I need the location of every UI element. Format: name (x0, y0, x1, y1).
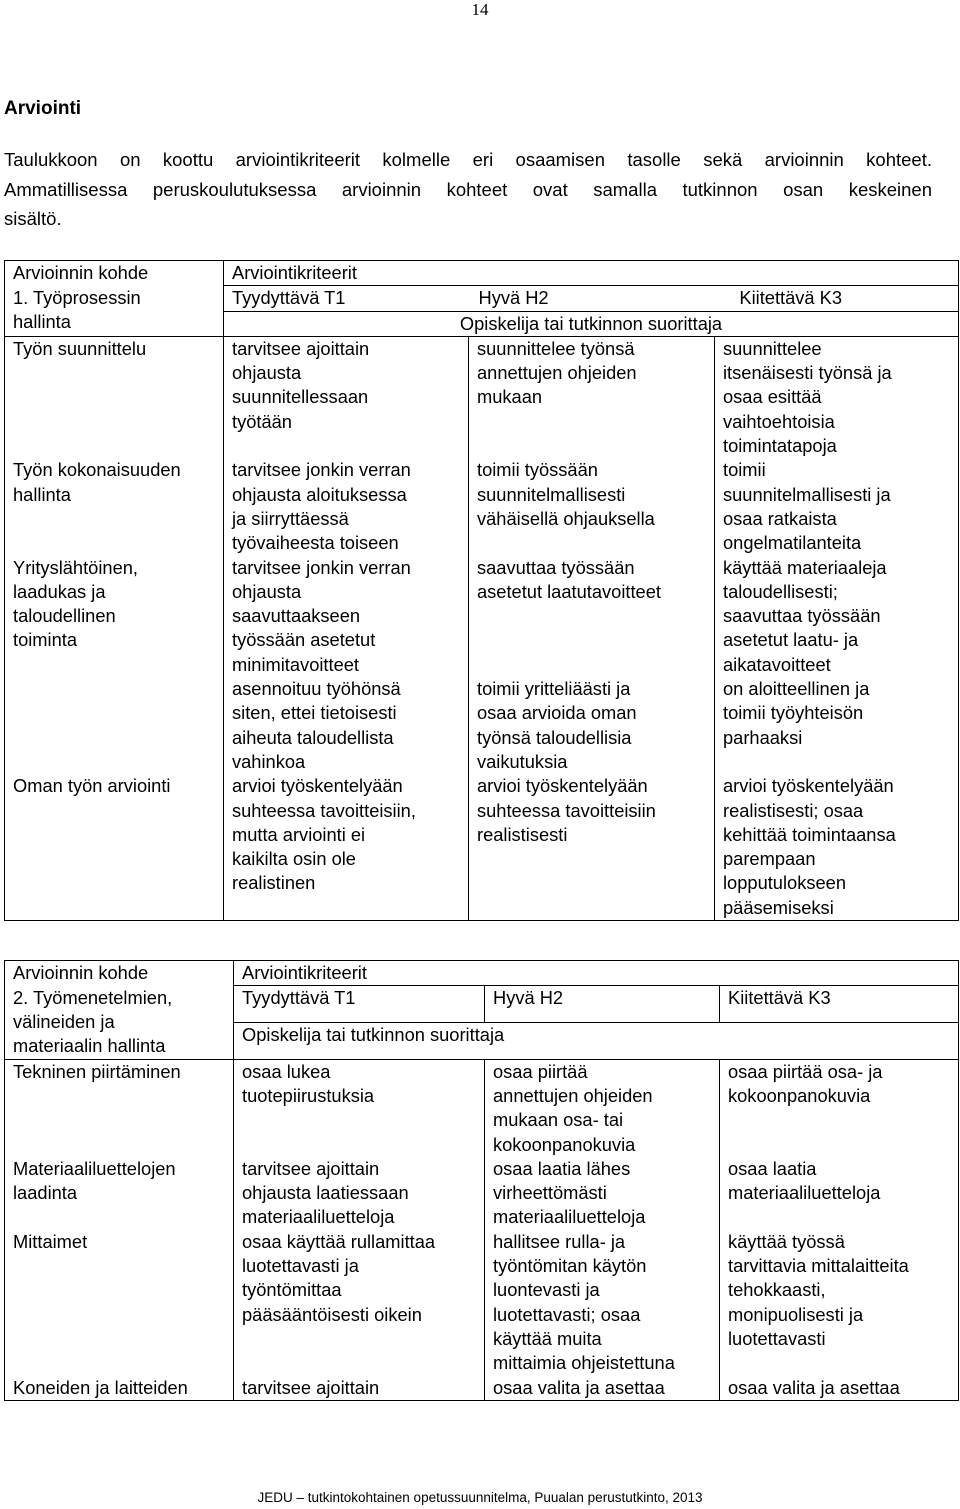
cell-line: osaa ratkaista (723, 507, 837, 529)
cell-line: toimii työssään (477, 459, 598, 481)
cell-line: mukaan (477, 386, 543, 408)
cell-line: laadinta (13, 1182, 78, 1204)
cell-line: ohjausta (232, 580, 302, 602)
cell-line: toimii (723, 459, 766, 481)
cell-t1 (234, 1230, 485, 1376)
cell-line: materiaaliluetteloja (728, 1182, 881, 1204)
cell-line: ja siirryttäessä (232, 507, 349, 529)
cell-line: suunnitelmallisesti (477, 483, 626, 505)
intro-paragraph (4, 145, 932, 234)
cell-line: aikatavoitteet (723, 653, 831, 675)
cell-line: tarvitsee ajoittain (232, 337, 370, 359)
cell-line: mittaimia ohjeistettuna (493, 1352, 675, 1374)
cell-line: vähäisellä ohjauksella (477, 507, 655, 529)
cell-h2 (469, 677, 715, 774)
page-footer: JEDU – tutkintokohtainen opetussuunnitelma, Puualan perustutkinto, 2013 (257, 1490, 703, 1505)
cell-line: ohjausta aloituksessa (232, 483, 407, 505)
cell-line: on aloitteellinen ja (723, 678, 870, 700)
cell-line: toimii työyhteisön (723, 702, 864, 724)
kriteerit-header: Arviointikriteerit (224, 261, 959, 286)
cell-line: arvioi työskentelyään (723, 775, 894, 797)
cell-line: osaa arvioida oman (477, 702, 637, 724)
cell-line: taloudellisesti; (723, 580, 838, 602)
cell-line: kokoonpanokuvia (493, 1133, 636, 1155)
cell-line: suunnitelmallisesti ja (723, 483, 891, 505)
cell-line: saavuttaa työssään (477, 556, 635, 578)
cell-line: realistisesti; osaa (723, 799, 864, 821)
cell-line: luotettavasti; osaa (493, 1303, 641, 1325)
cell-line: osaa piirtää (493, 1060, 588, 1082)
cell-kohde (5, 774, 224, 920)
cell-line: osaa laatia lähes (493, 1157, 631, 1179)
intro-line: Ammatillisessa peruskoulutuksessa arvioinnin kohteet ovat samalla tutkinnon osan keskeinen (4, 178, 932, 200)
section-title-line: materiaalin hallinta (13, 1035, 166, 1057)
table-row (5, 1157, 959, 1230)
cell-line: suunnittelee työnsä (477, 337, 635, 359)
cell-t1 (224, 336, 469, 458)
section-heading: Arviointi (4, 98, 82, 119)
section-title (5, 986, 234, 1059)
cell-line: laadukas ja (13, 580, 106, 602)
table-row (5, 458, 959, 555)
intro-line: sisältö. (4, 208, 62, 229)
levels-row (5, 986, 959, 1023)
cell-line: osaa lukea (242, 1060, 331, 1082)
cell-line: tuotepiirustuksia (242, 1084, 375, 1106)
cell-line: suunnittelee (723, 337, 822, 359)
cell-line: tarvittavia mittalaitteita (728, 1255, 909, 1277)
subheader: Opiskelija tai tutkinnon suorittaja (234, 1022, 959, 1059)
cell-line: työntömitan käytön (493, 1255, 647, 1277)
cell-line: Tekninen piirtäminen (13, 1060, 181, 1082)
cell-t1 (224, 458, 469, 555)
cell-kohde (5, 677, 224, 774)
page-number: 14 (471, 0, 489, 19)
table-header-row (5, 261, 959, 286)
cell-line: minimitavoitteet (232, 653, 359, 675)
cell-line: työssään asetetut (232, 629, 376, 651)
criteria-table-1 (4, 260, 959, 921)
cell-line: taloudellinen (13, 605, 116, 627)
kohde-header: Arvioinnin kohde (5, 261, 224, 286)
cell-line: materiaaliluetteloja (242, 1206, 395, 1228)
levels-row (5, 286, 959, 311)
cell-line: pääsääntöisesti oikein (242, 1303, 422, 1325)
cell-line: suhteessa tavoitteisiin (477, 799, 656, 821)
cell-t1 (224, 677, 469, 774)
cell-line: luotettavasti ja (242, 1255, 359, 1277)
cell-k3 (720, 1230, 959, 1376)
level-k3: Kiitettävä K3 (715, 286, 959, 311)
cell-k3 (720, 1376, 959, 1401)
cell-line: luontevasti ja (493, 1279, 600, 1301)
cell-h2 (485, 1230, 720, 1376)
cell-line: realistinen (232, 872, 316, 894)
cell-line: itsenäisesti työnsä ja (723, 362, 892, 384)
cell-line: annettujen ohjeiden (493, 1084, 653, 1106)
cell-line: vaihtoehtoisia (723, 410, 835, 432)
cell-line: tarvitsee ajoittain (242, 1157, 380, 1179)
cell-line: realistisesti (477, 823, 568, 845)
cell-line: käyttää työssä (728, 1230, 845, 1252)
table-row (5, 677, 959, 774)
cell-line: parempaan (723, 848, 816, 870)
cell-line: osaa laatia (728, 1157, 817, 1179)
cell-k3 (715, 336, 959, 458)
table-row (5, 774, 959, 920)
intro-line: Taulukkoon on koottu arviointikriteerit kolmelle eri osaamisen tasolle sekä arvioinnin kohteet. (4, 149, 932, 170)
cell-kohde (5, 336, 224, 458)
cell-line: monipuolisesti ja (728, 1303, 864, 1325)
cell-line: työvaiheesta toiseen (232, 532, 399, 554)
cell-kohde (5, 556, 224, 677)
criteria-table-2 (4, 960, 959, 1401)
cell-line: mutta arviointi ei (232, 823, 366, 845)
level-t1: Tyydyttävä T1 (224, 286, 469, 311)
cell-line: kehittää toimintaansa (723, 823, 896, 845)
cell-k3 (715, 556, 959, 677)
cell-line: ohjausta (232, 362, 302, 384)
cell-line: Työn kokonaisuuden (13, 459, 181, 481)
cell-t1 (224, 556, 469, 677)
cell-h2 (485, 1376, 720, 1401)
cell-kohde (5, 1059, 234, 1157)
cell-line: saavuttaakseen (232, 605, 361, 627)
cell-h2 (469, 458, 715, 555)
cell-line: osaa käyttää rullamittaa (242, 1230, 436, 1252)
cell-line: aiheuta taloudellista (232, 726, 394, 748)
cell-kohde (5, 1376, 234, 1401)
cell-line: toimii yritteliäästi ja (477, 678, 631, 700)
cell-line: tarvitsee jonkin verran (232, 459, 411, 481)
cell-h2 (485, 1157, 720, 1230)
level-k3: Kiitettävä K3 (720, 986, 959, 1023)
section-title-line: hallinta (13, 311, 71, 333)
cell-line: käyttää muita (493, 1327, 602, 1349)
cell-h2 (485, 1059, 720, 1157)
cell-line: osaa piirtää osa- ja (728, 1060, 883, 1082)
cell-line: parhaaksi (723, 726, 803, 748)
cell-line: osaa esittää (723, 386, 822, 408)
cell-line: Työn suunnittelu (13, 337, 147, 359)
cell-line: toimintatapoja (723, 435, 837, 457)
cell-k3 (715, 458, 959, 555)
cell-line: virheettömästi (493, 1182, 607, 1204)
level-h2: Hyvä H2 (469, 286, 715, 311)
level-t1: Tyydyttävä T1 (234, 986, 485, 1023)
cell-line: suhteessa tavoitteisiin, (232, 799, 416, 821)
cell-line: arvioi työskentelyään (232, 775, 403, 797)
cell-t1 (234, 1157, 485, 1230)
cell-line: kokoonpanokuvia (728, 1084, 871, 1106)
cell-line: arvioi työskentelyään (477, 775, 648, 797)
cell-line: tarvitsee jonkin verran (232, 556, 411, 578)
cell-line: Oman työn arviointi (13, 775, 171, 797)
cell-line: työntömittaa (242, 1279, 342, 1301)
cell-line: hallinta (13, 483, 71, 505)
cell-k3 (720, 1059, 959, 1157)
cell-line: vahinkoa (232, 750, 306, 772)
cell-line: Materiaaliluettelojen (13, 1157, 176, 1179)
cell-k3 (720, 1157, 959, 1230)
cell-line: saavuttaa työssään (723, 605, 881, 627)
cell-line: Koneiden ja laitteiden (13, 1376, 188, 1398)
cell-line: siten, ettei tietoisesti (232, 702, 397, 724)
cell-line: ongelmatilanteita (723, 532, 862, 554)
cell-h2 (469, 336, 715, 458)
cell-line: työtään (232, 410, 292, 432)
kriteerit-header: Arviointikriteerit (234, 961, 959, 986)
cell-line: mukaan osa- tai (493, 1109, 624, 1131)
cell-t1 (234, 1059, 485, 1157)
cell-line: asetetut laatu- ja (723, 629, 859, 651)
cell-h2 (469, 774, 715, 920)
cell-line: tarvitsee ajoittain (242, 1376, 380, 1398)
cell-line: suunnitellessaan (232, 386, 369, 408)
section-title-line: 1. Työprosessin (13, 286, 141, 308)
cell-line: asennoituu työhönsä (232, 678, 401, 700)
cell-line: osaa valita ja asettaa (493, 1376, 665, 1398)
cell-kohde (5, 1230, 234, 1376)
cell-line: kaikilta osin ole (232, 848, 356, 870)
level-h2: Hyvä H2 (485, 986, 720, 1023)
cell-line: lopputulokseen (723, 872, 846, 894)
cell-k3 (715, 774, 959, 920)
table-row (5, 1376, 959, 1401)
cell-line: osaa valita ja asettaa (728, 1376, 900, 1398)
cell-k3 (715, 677, 959, 774)
cell-line: Yrityslähtöinen, (13, 556, 138, 578)
cell-t1 (224, 774, 469, 920)
kohde-header: Arvioinnin kohde (5, 961, 234, 986)
table-row (5, 336, 959, 458)
cell-line: toiminta (13, 629, 78, 651)
cell-line: annettujen ohjeiden (477, 362, 637, 384)
cell-line: ohjausta laatiessaan (242, 1182, 409, 1204)
cell-line: tehokkaasti, (728, 1279, 826, 1301)
cell-t1 (234, 1376, 485, 1401)
table-header-row (5, 961, 959, 986)
section-title-line: välineiden ja (13, 1011, 115, 1033)
section-title (5, 286, 224, 337)
subheader: Opiskelija tai tutkinnon suorittaja (224, 311, 959, 336)
table-row (5, 556, 959, 677)
cell-line: työnsä taloudellisia (477, 726, 632, 748)
cell-line: asetetut laatutavoitteet (477, 580, 661, 602)
cell-kohde (5, 1157, 234, 1230)
table-row (5, 1059, 959, 1157)
cell-line: vaikutuksia (477, 750, 568, 772)
cell-line: käyttää materiaaleja (723, 556, 887, 578)
cell-kohde (5, 458, 224, 555)
table-row (5, 1230, 959, 1376)
section-title-line: 2. Työmenetelmien, (13, 986, 173, 1008)
cell-line: luotettavasti (728, 1327, 826, 1349)
cell-line: Mittaimet (13, 1230, 88, 1252)
cell-line: materiaaliluetteloja (493, 1206, 646, 1228)
cell-line: pääsemiseksi (723, 896, 834, 918)
cell-line: hallitsee rulla- ja (493, 1230, 626, 1252)
cell-h2 (469, 556, 715, 677)
